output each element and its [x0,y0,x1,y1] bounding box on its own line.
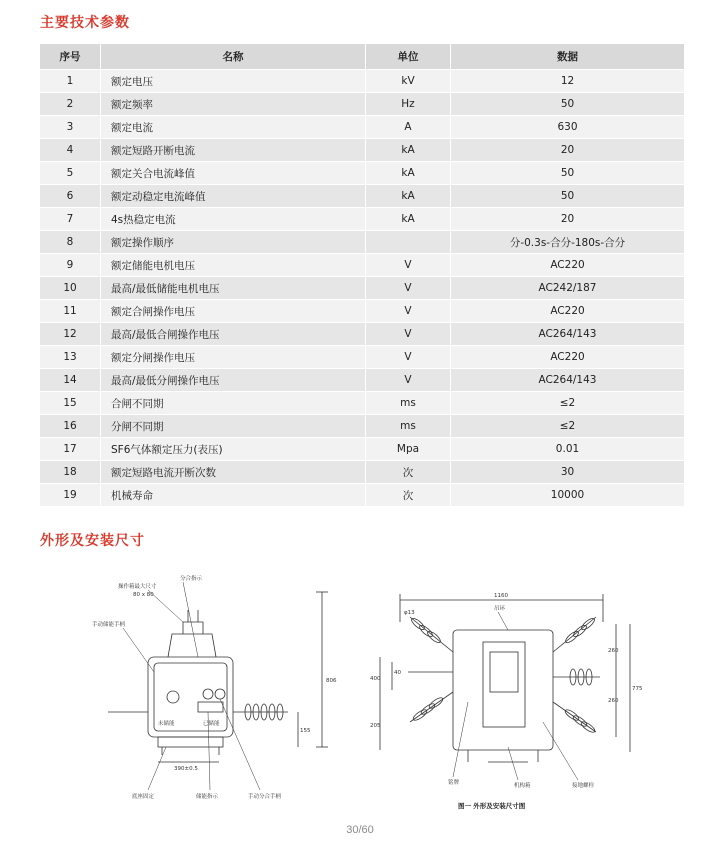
row-value: 0.01 [451,438,685,461]
dim-width: 390±0.5 [174,766,198,772]
table-row [40,162,684,185]
dim-hole-diameter: φ13 [404,610,415,616]
row-unit: V [366,300,451,323]
page-number: 30/60 [346,824,374,836]
section-title-outline: 外形及安装尺寸 [40,533,145,549]
row-value: 630 [451,116,685,139]
table-row [40,346,684,369]
dim-400: 400 [370,676,381,682]
row-index: 8 [40,231,101,254]
row-unit: 次 [366,461,451,484]
table-row [40,116,684,139]
row-unit: V [366,254,451,277]
row-unit: kV [366,70,451,93]
label-base-fixing: 底座固定 [132,794,155,800]
dim-height: 806 [326,678,337,684]
row-name: 最高/最低分闸操作电压 [101,369,366,392]
section-title-params: 主要技术参数 [40,15,130,31]
row-name: 额定合闸操作电压 [101,300,366,323]
row-index: 7 [40,208,101,231]
row-unit: ms [366,415,451,438]
dim-bushing-height: 155 [300,728,311,734]
table-row [40,438,684,461]
row-value: 12 [451,70,685,93]
label-mechanism-box: 机构箱 [514,783,531,789]
row-value: AC220 [451,300,685,323]
row-index: 4 [40,139,101,162]
row-value: AC242/187 [451,277,685,300]
table-row [40,461,684,484]
row-unit: Mpa [366,438,451,461]
label-open-close-indicator: 分合指示 [180,576,203,582]
row-unit: A [366,116,451,139]
row-unit: V [366,346,451,369]
table-row [40,93,684,116]
label-charged: 已储能 [203,721,220,727]
row-value: AC264/143 [451,323,685,346]
row-name: 额定操作顺序 [101,231,366,254]
row-unit [366,231,451,254]
row-unit: V [366,369,451,392]
row-name: 额定动稳定电流峰值 [101,185,366,208]
row-index: 3 [40,116,101,139]
row-value: 50 [451,162,685,185]
row-index: 2 [40,93,101,116]
table-row [40,300,684,323]
row-name: 4s热稳定电流 [101,208,366,231]
row-index: 12 [40,323,101,346]
dim-775: 775 [632,686,643,692]
table-row [40,484,684,507]
row-unit: kA [366,162,451,185]
table-row [40,70,684,93]
label-uncharged: 未储能 [158,721,175,727]
parameters-table [40,44,684,507]
row-unit: kA [366,139,451,162]
table-row [40,185,684,208]
header-cell: 数据 [451,44,685,70]
row-name: SF6气体额定压力(表压) [101,438,366,461]
row-name: 额定储能电机电压 [101,254,366,277]
row-index: 1 [40,70,101,93]
front-view-drawing [88,562,358,812]
dim-260-upper: 260 [608,648,619,654]
row-value: 10000 [451,484,685,507]
row-index: 13 [40,346,101,369]
label-lifting-ring: 吊环 [494,606,506,612]
label-grounding-bolt: 接地螺栓 [572,783,595,789]
table-row [40,277,684,300]
row-value: AC220 [451,254,685,277]
table-row [40,231,684,254]
row-unit: 次 [366,484,451,507]
label-manual-open-close-handle: 手动分合手柄 [248,794,282,800]
row-index: 17 [40,438,101,461]
row-value: AC264/143 [451,369,685,392]
table-row [40,254,684,277]
table-row [40,139,684,162]
row-index: 9 [40,254,101,277]
row-name: 最高/最低储能电机电压 [101,277,366,300]
side-view-drawing [368,562,658,812]
row-name: 额定电压 [101,70,366,93]
row-value: 50 [451,93,685,116]
row-unit: V [366,323,451,346]
front-view-svg [88,562,358,812]
dim-overall-width: 1160 [494,593,508,599]
row-index: 19 [40,484,101,507]
row-unit: kA [366,208,451,231]
row-unit: ms [366,392,451,415]
header-cell: 名称 [101,44,366,70]
row-value: 20 [451,139,685,162]
row-name: 合闸不同期 [101,392,366,415]
tank-body [453,630,553,750]
row-name: 额定频率 [101,93,366,116]
row-value: 30 [451,461,685,484]
row-value: ≤2 [451,415,685,438]
table-row [40,369,684,392]
row-value: 20 [451,208,685,231]
label-operating-box: 操作箱最大尺寸 [118,584,157,590]
table-row [40,415,684,438]
side-view-svg [368,562,658,812]
row-value: AC220 [451,346,685,369]
figure-caption: 图一 外形及安装尺寸图 [458,802,526,810]
table-row [40,323,684,346]
row-index: 18 [40,461,101,484]
dim-40: 40 [394,670,401,676]
header-cell: 序号 [40,44,101,70]
row-name: 分闸不同期 [101,415,366,438]
row-value: ≤2 [451,392,685,415]
row-index: 10 [40,277,101,300]
row-index: 11 [40,300,101,323]
label-nameplate: 铭牌 [448,780,460,786]
dim-205: 205 [370,723,381,729]
label-charging-indicator: 储能指示 [196,794,219,800]
row-name: 机械寿命 [101,484,366,507]
row-value: 50 [451,185,685,208]
dim-box-size: 80 x 80 [133,592,154,598]
row-index: 15 [40,392,101,415]
row-unit: Hz [366,93,451,116]
row-unit: kA [366,185,451,208]
row-name: 额定短路电流开断次数 [101,461,366,484]
row-name: 额定分闸操作电压 [101,346,366,369]
table-header-row [40,44,684,70]
row-index: 5 [40,162,101,185]
row-name: 额定电流 [101,116,366,139]
table-row [40,392,684,415]
row-name: 最高/最低合闸操作电压 [101,323,366,346]
row-index: 6 [40,185,101,208]
row-index: 16 [40,415,101,438]
header-cell: 单位 [366,44,451,70]
table-row [40,208,684,231]
row-value: 分-0.3s-合分-180s-合分 [451,231,685,254]
dim-260-lower: 260 [608,698,619,704]
row-index: 14 [40,369,101,392]
label-manual-charging-handle: 手动储能手柄 [92,622,126,628]
row-name: 额定短路开断电流 [101,139,366,162]
row-name: 额定关合电流峰值 [101,162,366,185]
row-unit: V [366,277,451,300]
